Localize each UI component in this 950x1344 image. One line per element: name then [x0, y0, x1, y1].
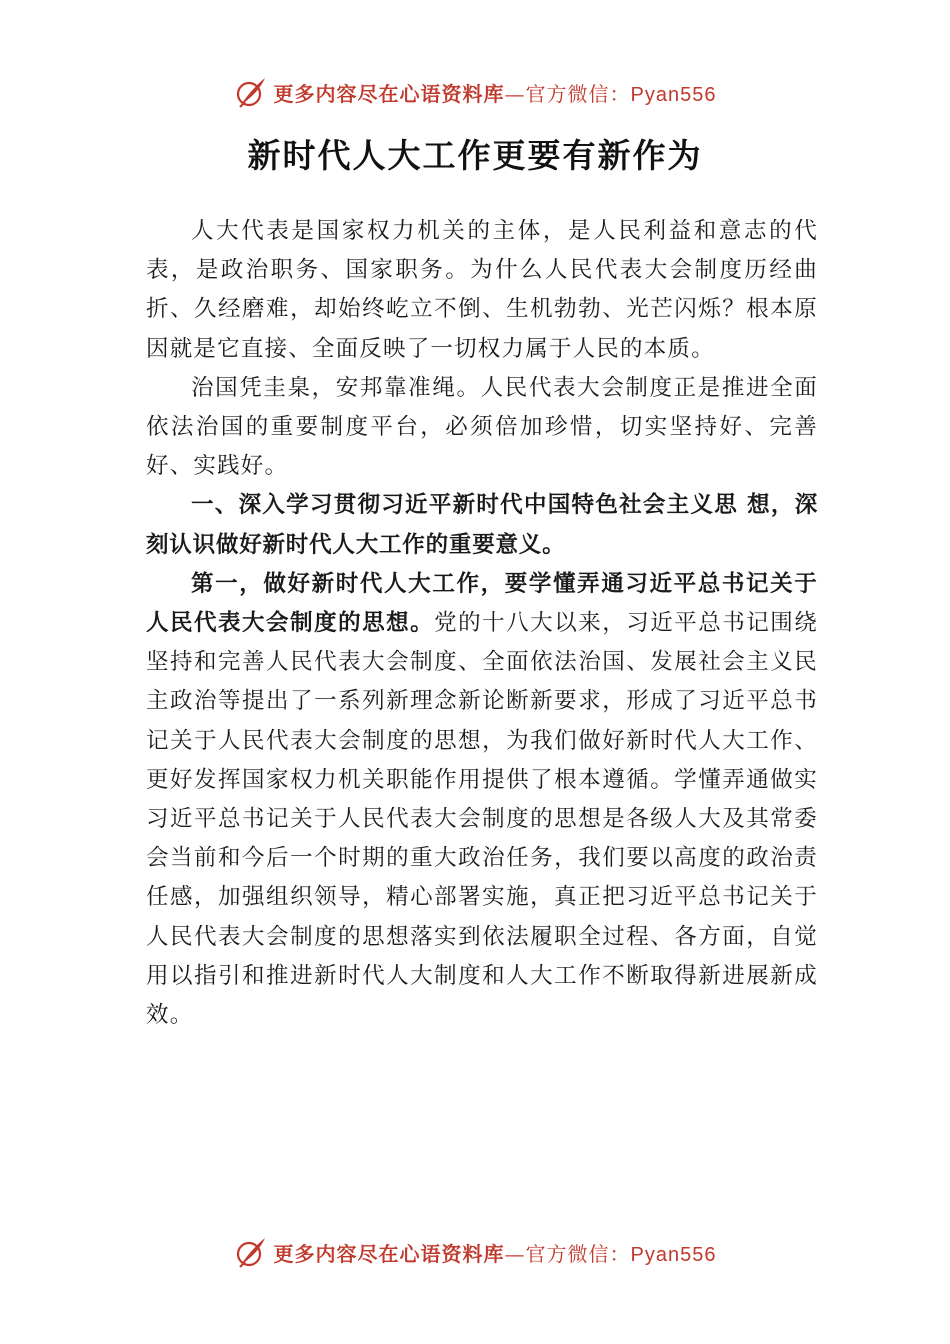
document-title: 新时代人大工作更要有新作为	[247, 136, 703, 175]
quill-logo-icon	[234, 1235, 268, 1269]
quill-logo-icon	[234, 75, 268, 109]
watermark-dash: —	[504, 81, 526, 106]
watermark-official: 官方微信：	[525, 1241, 631, 1266]
watermark-main: 更多内容尽在心语资料库	[273, 1241, 505, 1266]
paragraph-1: 人大代表是国家权力机关的主体，是人民利益和意志的代表，是政治职务、国家职务。为什么人民代表大会制度历经曲折、久经磨难，却始终屹立不倒、生机勃勃、光芒闪烁？根本原因就是它直接、全面反映了一切权力属于人民的本质。	[146, 218, 818, 362]
watermark-dash: —	[504, 1241, 526, 1266]
watermark-official: 官方微信：	[525, 81, 631, 106]
paragraph-3	[146, 565, 818, 1035]
document-body	[146, 212, 818, 1035]
footer-watermark	[0, 1232, 950, 1272]
watermark-main: 更多内容尽在心语资料库	[273, 81, 505, 106]
section-heading-1: 一、深入学习贯彻习近平新时代中国特色社会主义思 想，深刻认识做好新时代人大工作的重要意义。	[146, 492, 818, 558]
watermark-id: Pyan556	[630, 1243, 717, 1266]
watermark-text	[274, 78, 717, 107]
header-watermark	[0, 72, 950, 112]
watermark-id: Pyan556	[630, 83, 717, 106]
paragraph-2: 治国凭圭臬，安邦靠准绳。人民代表大会制度正是推进全面依法治国的重要制度平台，必须倍加珍惜，切实坚持好、完善好、实践好。	[146, 374, 818, 480]
paragraph-3-lead: 第一，做好新时代人大工作，要学懂弄通习近平总书记关于人民代表大会制度的思想。	[146, 570, 818, 637]
watermark-text	[274, 1238, 717, 1267]
paragraph-3-rest: 党的十八大以来，习近平总书记围绕坚持和完善人民代表大会制度、全面依法治国、发展社会主义民主政治等提出了一系列新理念新论断新要求，形成了习近平总书记关于人民代表大会制度的思想，为我们做好新时代人大工作、更好发挥国家权力机关职能作用提供了根本遵循。学懂弄通做实习近平总书记关于人民代表大会制度的思想是各级人大及其常委会当前和今后一个时期的重大政治任务，我们要以高度的政治责任感，加强组织领导，精心部署实施，真正把习近平总书记关于人民代表大会制度的思想落实到依法履职全过程、各方面，自觉用以指引和推进新时代人大制度和人大工作不断取得新进展新成效。	[146, 610, 819, 1029]
